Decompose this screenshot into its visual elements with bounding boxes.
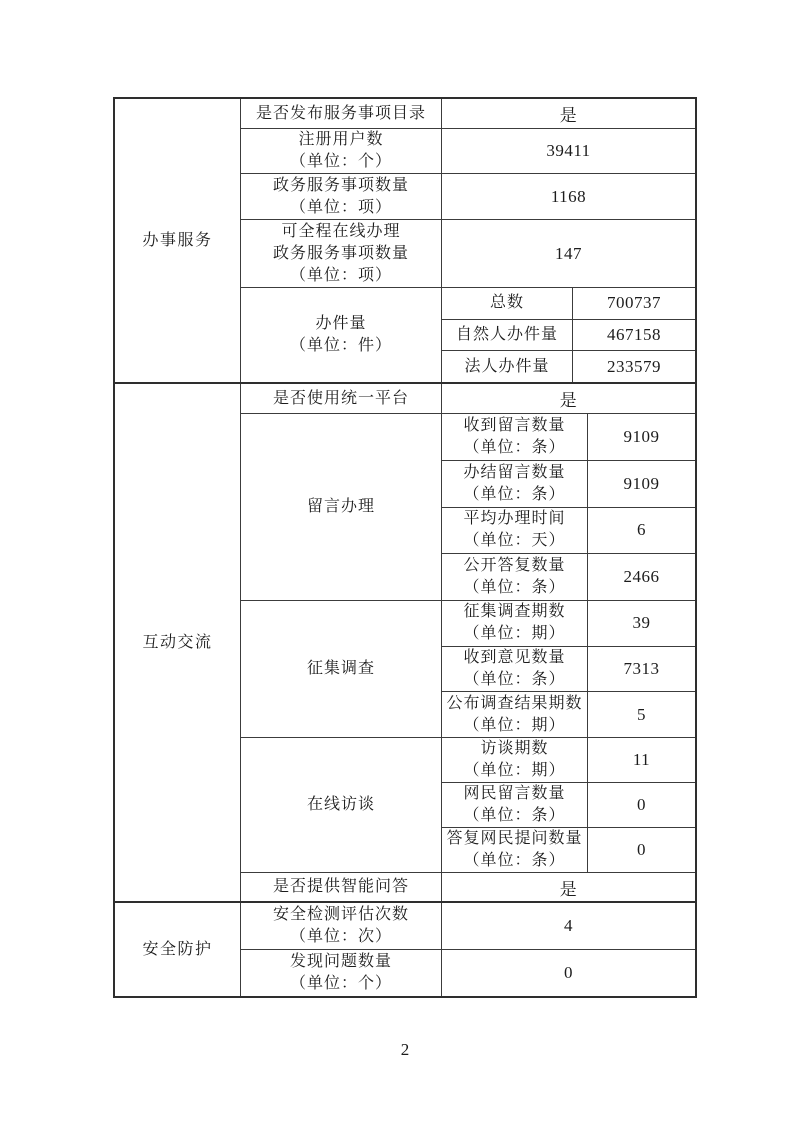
- table-subrow: [442, 601, 695, 647]
- sub-rows: [442, 738, 695, 872]
- item-label-line: 政务服务事项数量: [272, 176, 409, 194]
- value-cell: 39411: [546, 141, 591, 160]
- sub-label-cell: [442, 508, 588, 554]
- table-row: [241, 174, 695, 220]
- sub-label-cell: [442, 647, 588, 692]
- sub-value-cell: 467158: [607, 325, 661, 344]
- sub-label-cell: [442, 828, 588, 872]
- item-label-line: 办件量: [315, 315, 367, 332]
- section-rows: [241, 384, 695, 901]
- sub-rows: [442, 414, 695, 600]
- sub-label-cell: [442, 601, 588, 646]
- table-subrow: [442, 351, 695, 382]
- item-cell: [241, 129, 442, 173]
- sub-label-line: （单位：条）: [463, 671, 566, 688]
- sub-value-cell: 0: [637, 840, 646, 859]
- value-cell: 是: [559, 879, 578, 899]
- sub-label-cell: [442, 414, 588, 460]
- item-label-line: 是否使用统一平台: [272, 389, 409, 407]
- table-row: [241, 129, 695, 174]
- sub-label-cell: [442, 783, 588, 827]
- sub-label-line: （单位：条）: [463, 579, 566, 597]
- table-section: [115, 903, 695, 996]
- table-row: [241, 220, 695, 288]
- table-subrow: [442, 738, 695, 783]
- category-cell: [115, 384, 241, 901]
- sub-value-cell: 0: [637, 795, 646, 814]
- value-cell: 1168: [550, 186, 587, 206]
- sub-label-cell: [442, 288, 573, 319]
- sub-label-line: （单位：条）: [463, 485, 566, 503]
- table-section: [115, 99, 695, 384]
- sub-label-cell: [442, 320, 573, 351]
- item-label-line: （单位：件）: [289, 337, 392, 354]
- sub-value-cell: 6: [637, 520, 646, 540]
- table-row: [241, 903, 695, 950]
- sub-value-cell: 11: [632, 750, 651, 769]
- sub-label-line: （单位：条）: [463, 438, 566, 456]
- sub-value-cell: 9109: [623, 473, 660, 493]
- item-label-line: （单位：个）: [289, 153, 392, 170]
- table-row: [241, 738, 695, 873]
- sub-label-cell: [442, 461, 588, 507]
- table-row: [241, 99, 695, 129]
- sub-value-cell: 9109: [623, 426, 660, 446]
- section-rows: [241, 99, 695, 382]
- table-row: [241, 601, 695, 738]
- category-label: 互动交流: [142, 633, 213, 651]
- item-label-line: 留言办理: [306, 498, 375, 515]
- table-row: [241, 414, 695, 601]
- sub-label-line: 自然人办件量: [455, 326, 558, 343]
- item-label-line: （单位：项）: [289, 198, 392, 216]
- table-subrow: [442, 647, 695, 693]
- sub-label-line: 网民留言数量: [463, 785, 566, 802]
- category-label: 安全防护: [142, 940, 213, 958]
- table-subrow: [442, 508, 695, 555]
- value-cell: 是: [559, 391, 578, 410]
- table-subrow: [442, 461, 695, 508]
- item-label-line: （单位：个）: [289, 975, 392, 992]
- sub-label-line: （单位：期）: [463, 762, 566, 779]
- item-cell: [241, 384, 442, 413]
- item-cell: [241, 903, 442, 949]
- item-cell: [241, 873, 442, 901]
- sub-label-line: 平均办理时间: [463, 510, 566, 528]
- item-label-line: （单位：项）: [289, 266, 392, 284]
- item-label-line: 在线访谈: [306, 796, 375, 813]
- item-label-line: 安全检测评估次数: [272, 906, 409, 923]
- sub-label-line: 征集调查期数: [463, 603, 566, 621]
- sub-label-line: （单位：天）: [463, 532, 566, 550]
- sub-label-line: （单位：期）: [463, 716, 566, 734]
- sub-label-line: （单位：条）: [463, 807, 566, 824]
- item-label-line: （单位：次）: [289, 928, 392, 945]
- section-rows: [241, 903, 695, 996]
- sub-label-line: 收到意见数量: [463, 649, 566, 666]
- item-label-line: 注册用户数: [298, 131, 384, 148]
- table-row: [241, 384, 695, 414]
- sub-value-cell: 700737: [607, 293, 661, 313]
- item-cell: [241, 738, 442, 872]
- category-cell: [115, 903, 241, 996]
- table-row: [241, 288, 695, 382]
- table-subrow: [442, 828, 695, 872]
- table-subrow: [442, 414, 695, 461]
- report-table: [113, 97, 697, 998]
- sub-label-cell: [442, 738, 588, 782]
- category-label: 办事服务: [142, 231, 213, 249]
- sub-value-cell: 5: [637, 704, 646, 724]
- sub-label-cell: [442, 692, 588, 737]
- item-label-line: 政务服务事项数量: [272, 244, 409, 262]
- item-label-line: 发现问题数量: [289, 953, 392, 970]
- item-cell: [241, 288, 442, 382]
- item-cell: [241, 414, 442, 600]
- sub-label-line: 公开答复数量: [463, 557, 566, 575]
- sub-label-line: 答复网民提问数量: [446, 830, 583, 847]
- sub-value-cell: 2466: [623, 567, 660, 587]
- item-label-line: 征集调查: [306, 660, 375, 677]
- item-cell: [241, 601, 442, 737]
- sub-label-line: （单位：条）: [463, 852, 566, 869]
- sub-value-cell: 7313: [623, 659, 660, 678]
- category-cell: [115, 99, 241, 382]
- table-subrow: [442, 320, 695, 352]
- item-label-line: 是否提供智能问答: [272, 878, 409, 895]
- sub-label-line: 访谈期数: [480, 740, 549, 757]
- item-cell: [241, 220, 442, 287]
- sub-value-cell: 39: [632, 613, 651, 633]
- value-cell: 4: [564, 916, 573, 935]
- table-row: [241, 950, 695, 996]
- sub-label-line: 法人办件量: [464, 357, 550, 375]
- item-cell: [241, 174, 442, 219]
- table-subrow: [442, 554, 695, 600]
- value-cell: 0: [564, 963, 573, 982]
- item-cell: [241, 99, 442, 128]
- sub-label-line: 收到留言数量: [463, 416, 566, 434]
- sub-label-cell: [442, 554, 588, 600]
- sub-label-line: 总数: [489, 294, 524, 312]
- table-row: [241, 873, 695, 901]
- item-label-line: 是否发布服务事项目录: [255, 104, 426, 122]
- page-number: 2: [400, 1040, 410, 1059]
- sub-label-line: 公布调查结果期数: [446, 694, 583, 712]
- value-cell: 是: [559, 106, 578, 125]
- table-section: [115, 384, 695, 903]
- sub-rows: [442, 601, 695, 737]
- sub-label-line: 办结留言数量: [463, 463, 566, 481]
- table-subrow: [442, 288, 695, 320]
- sub-value-cell: 233579: [607, 356, 661, 376]
- item-label-line: 可全程在线办理: [281, 222, 401, 240]
- item-cell: [241, 950, 442, 996]
- value-cell: 147: [555, 243, 582, 263]
- table-subrow: [442, 692, 695, 737]
- sub-label-line: （单位：期）: [463, 625, 566, 643]
- table-subrow: [442, 783, 695, 828]
- sub-label-cell: [442, 351, 573, 382]
- sub-rows: [442, 288, 695, 382]
